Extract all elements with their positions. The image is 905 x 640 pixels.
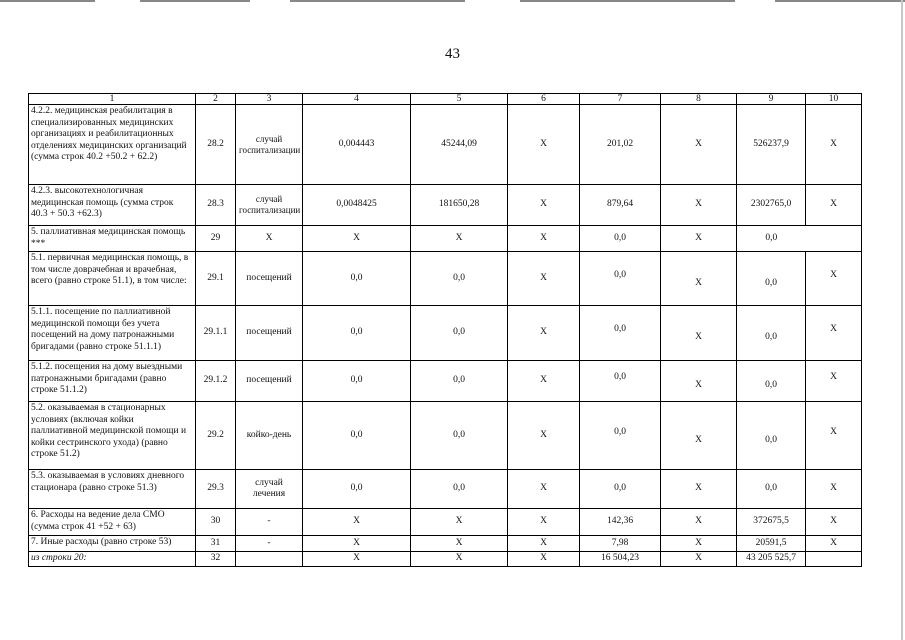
cell-col10-value: X (830, 426, 837, 437)
cell-col5: X (411, 509, 508, 536)
cell-col4: 0,0 (303, 306, 411, 361)
table-row (29, 470, 862, 509)
cell-col7 (580, 306, 661, 361)
cell-col5: 0,0 (411, 306, 508, 361)
cell-col7 (580, 402, 661, 470)
column-number-row (29, 94, 862, 105)
cell-col6: X (508, 185, 580, 226)
cell-col7: 879,64 (580, 185, 661, 226)
cell-col4: X (303, 536, 411, 552)
row-name: 6. Расходы на ведение дела СМО (сумма строк 41 +52 + 63) (29, 509, 196, 536)
column-header: 6 (508, 94, 580, 105)
cell-col10 (806, 226, 862, 252)
cell-col9 (737, 361, 806, 402)
cell-col10-value: X (830, 372, 837, 383)
cell-col10-value: X (830, 324, 837, 335)
cell-col10 (806, 361, 862, 402)
cell-col8-value: X (695, 380, 702, 391)
cell-col9: 43 205 525,7 (737, 552, 806, 567)
row-code: 29.1.2 (196, 361, 236, 402)
cell-col9-value: 0,0 (765, 380, 777, 391)
cell-col8: X (661, 470, 737, 509)
cell-col6: X (508, 252, 580, 306)
cell-col8: X (661, 536, 737, 552)
cell-col6: X (508, 306, 580, 361)
row-unit: посещений (236, 306, 303, 361)
row-code: 29.1 (196, 252, 236, 306)
cell-col10 (806, 402, 862, 470)
cell-col6: X (508, 105, 580, 185)
row-code: 32 (196, 552, 236, 567)
cell-col10: X (806, 536, 862, 552)
table-row (29, 509, 862, 536)
row-name: из строки 20: (29, 552, 196, 567)
cell-col8: X (661, 185, 737, 226)
row-unit: случай госпитализации (236, 105, 303, 185)
cell-col7: 7,98 (580, 536, 661, 552)
table-row (29, 552, 862, 567)
cell-col10 (806, 306, 862, 361)
cell-col9: 372675,5 (737, 509, 806, 536)
cell-col6: X (508, 536, 580, 552)
table-row (29, 361, 862, 402)
cell-col9: 2302765,0 (737, 185, 806, 226)
cell-col8-value: X (695, 332, 702, 343)
cell-col8: X (661, 509, 737, 536)
cell-col5: 0,0 (411, 470, 508, 509)
cell-col8: X (661, 226, 737, 252)
row-unit: - (236, 536, 303, 552)
column-header: 2 (196, 94, 236, 105)
column-header: 9 (737, 94, 806, 105)
cell-col4: 0,0 (303, 252, 411, 306)
cell-col9 (737, 252, 806, 306)
cell-col4: 0,0 (303, 470, 411, 509)
column-header: 10 (806, 94, 862, 105)
row-code: 30 (196, 509, 236, 536)
cell-col4: X (303, 509, 411, 536)
cell-col5: 181650,28 (411, 185, 508, 226)
table-row (29, 226, 862, 252)
cell-col7: 201,02 (580, 105, 661, 185)
cell-col7: 142,36 (580, 509, 661, 536)
table-row (29, 536, 862, 552)
row-code: 29.3 (196, 470, 236, 509)
cell-col7 (580, 361, 661, 402)
table-row (29, 185, 862, 226)
cell-col9: 0,0 (737, 226, 806, 252)
cell-col7-value: 0,0 (614, 324, 626, 335)
cell-col7: 16 504,23 (580, 552, 661, 567)
cell-col4: X (303, 552, 411, 567)
cell-col7-value: 0,0 (614, 372, 626, 383)
cell-col8 (661, 402, 737, 470)
row-code: 29.2 (196, 402, 236, 470)
cell-col8 (661, 361, 737, 402)
row-unit (236, 552, 303, 567)
cell-col7: 0,0 (580, 470, 661, 509)
cell-col4: 0,004443 (303, 105, 411, 185)
row-name: 7. Иные расходы (равно строке 53) (29, 536, 196, 552)
row-name: 5.2. оказываемая в стационарных условиях (включая койки паллиативной медицинской помощи и койки сестринского ухода) (равно строке 51.2) (29, 402, 196, 470)
table-row (29, 105, 862, 185)
cell-col5: 0,0 (411, 252, 508, 306)
column-header: 5 (411, 94, 508, 105)
cell-col9: 20591,5 (737, 536, 806, 552)
cell-col6: X (508, 470, 580, 509)
cell-col8-value: X (695, 277, 702, 288)
cell-col10-value: X (830, 269, 837, 280)
cell-col6: X (508, 402, 580, 470)
cell-col8-value: X (695, 434, 702, 445)
scan-right-edge (901, 0, 903, 640)
cell-col9-value: 0,0 (765, 277, 777, 288)
cell-col8 (661, 306, 737, 361)
column-header: 3 (236, 94, 303, 105)
column-header: 1 (29, 94, 196, 105)
row-name: 4.2.2. медицинская реабилитация в специализированных медицинских организациях и реабилитационных отделениях медицинских организаций (сумма строк 40.2 +50.2 + 62.2) (29, 105, 196, 185)
cell-col8: X (661, 105, 737, 185)
cell-col4: X (303, 226, 411, 252)
table-row (29, 252, 862, 306)
table-row (29, 402, 862, 470)
cell-col6: X (508, 552, 580, 567)
row-code: 29.1.1 (196, 306, 236, 361)
scan-top-edge (0, 0, 905, 3)
cell-col7 (580, 252, 661, 306)
row-name: 5.3. оказываемая в условиях дневного стационара (равно строке 51.3) (29, 470, 196, 509)
cell-col9-value: 0,0 (765, 332, 777, 343)
cell-col10 (806, 252, 862, 306)
row-unit: случай лечения (236, 470, 303, 509)
table-row (29, 306, 862, 361)
cell-col7-value: 0,0 (614, 426, 626, 437)
cell-col8: X (661, 552, 737, 567)
cell-col6: X (508, 361, 580, 402)
column-header: 8 (661, 94, 737, 105)
row-code: 31 (196, 536, 236, 552)
cell-col5: 0,0 (411, 361, 508, 402)
cell-col5: 0,0 (411, 402, 508, 470)
cell-col10: X (806, 470, 862, 509)
row-unit: - (236, 509, 303, 536)
cell-col9: 0,0 (737, 470, 806, 509)
row-unit: посещений (236, 252, 303, 306)
cell-col9 (737, 306, 806, 361)
cell-col7: 0,0 (580, 226, 661, 252)
page-number: 43 (445, 46, 460, 62)
row-code: 29 (196, 226, 236, 252)
cell-col6: X (508, 226, 580, 252)
budget-table (28, 93, 862, 567)
cell-col5: 45244,09 (411, 105, 508, 185)
row-name: 4.2.3. высокотехнологичная медицинская помощь (сумма строк 40.3 + 50.3 +62.3) (29, 185, 196, 226)
column-header: 4 (303, 94, 411, 105)
row-unit: X (236, 226, 303, 252)
row-name: 5.1. первичная медицинская помощь, в том числе доврачебная и врачебная, всего (равно строке 51.1), в том числе: (29, 252, 196, 306)
cell-col9: 526237,9 (737, 105, 806, 185)
row-name: 5.1.1. посещение по паллиативной медицинской помощи без учета посещений на дому патронажными бригадами (равно строке 51.1.1) (29, 306, 196, 361)
cell-col4: 0,0 (303, 361, 411, 402)
cell-col9-value: 0,0 (765, 434, 777, 445)
column-header: 7 (580, 94, 661, 105)
row-code: 28.2 (196, 105, 236, 185)
cell-col10: X (806, 509, 862, 536)
cell-col8 (661, 252, 737, 306)
row-unit: случай госпитализации (236, 185, 303, 226)
row-code: 28.3 (196, 185, 236, 226)
cell-col6: X (508, 509, 580, 536)
cell-col4: 0,0048425 (303, 185, 411, 226)
row-unit: койко-день (236, 402, 303, 470)
cell-col10: X (806, 105, 862, 185)
cell-col5: X (411, 552, 508, 567)
cell-col4: 0,0 (303, 402, 411, 470)
row-unit: посещений (236, 361, 303, 402)
cell-col5: X (411, 536, 508, 552)
cell-col7-value: 0,0 (614, 269, 626, 280)
cell-col5: X (411, 226, 508, 252)
cell-col10: X (806, 185, 862, 226)
cell-col10 (806, 552, 862, 567)
row-name: 5. паллиативная медицинская помощь *** (29, 226, 196, 252)
cell-col9 (737, 402, 806, 470)
row-name: 5.1.2. посещения на дому выездными патронажными бригадами (равно строке 51.1.2) (29, 361, 196, 402)
